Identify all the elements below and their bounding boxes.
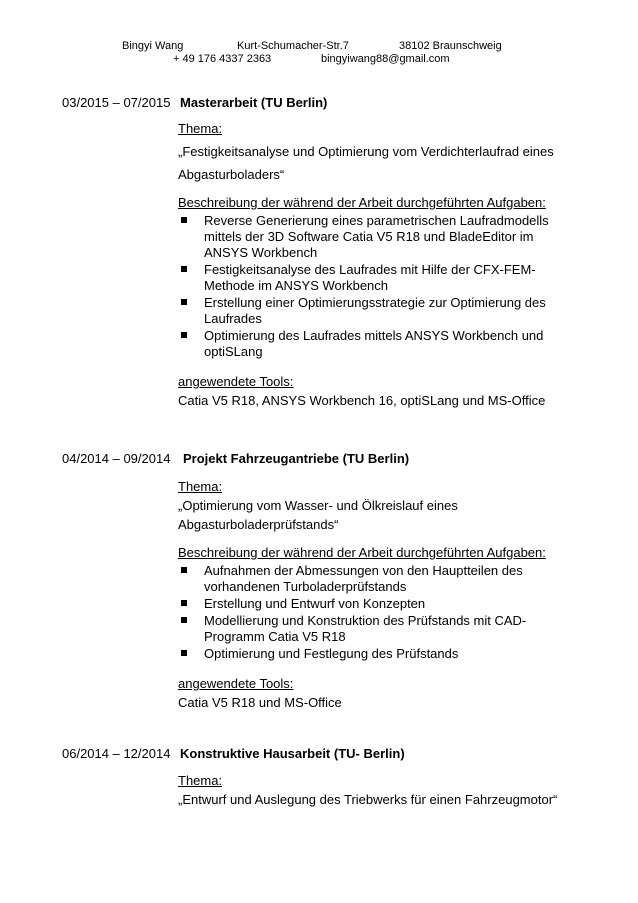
contact-city: 38102 Braunschweig — [399, 40, 502, 52]
thema-label: Thema: — [178, 121, 223, 136]
description-label: Beschreibung der während der Arbeit durchgeführten Aufgaben: — [178, 545, 546, 560]
list-item: Optimierung und Festlegung des Prüfstands — [178, 646, 578, 662]
thema-line: Abgasturboladers“ — [178, 167, 285, 182]
entry-body — [178, 771, 598, 809]
list-item: Optimierung des Laufrades mittels ANSYS Workbench und optiSLang — [178, 328, 578, 360]
description-label: Beschreibung der während der Arbeit durchgeführten Aufgaben: — [178, 195, 546, 210]
thema-line: „Optimierung vom Wasser- und Ölkreislauf eines — [178, 498, 458, 513]
contact-street: Kurt-Schumacher-Str.7 — [237, 40, 349, 52]
task-list — [178, 213, 578, 360]
entry-title: Konstruktive Hausarbeit (TU- Berlin) — [180, 746, 405, 761]
list-item: Erstellung einer Optimierungsstrategie zur Optimierung des Laufrades — [178, 295, 578, 327]
entry-date: 06/2014 – 12/2014 — [62, 746, 171, 761]
entry-title: Masterarbeit (TU Berlin) — [180, 95, 328, 110]
entry-date: 04/2014 – 09/2014 — [62, 451, 171, 466]
contact-email: bingyiwang88@gmail.com — [321, 53, 450, 65]
entry-body — [178, 477, 578, 712]
thema-line: „Festigkeitsanalyse und Optimierung vom Verdichterlaufrad eines — [178, 144, 554, 159]
contact-name: Bingyi Wang — [122, 40, 184, 52]
entry-title: Projekt Fahrzeugantriebe (TU Berlin) — [183, 451, 410, 466]
thema-label: Thema: — [178, 479, 223, 494]
tools-value: Catia V5 R18, ANSYS Workbench 16, optiSLang und MS-Office — [178, 393, 546, 408]
thema-label: Thema: — [178, 773, 223, 788]
entry-body — [178, 119, 578, 410]
list-item: Aufnahmen der Abmessungen von den Hauptteilen des vorhandenen Turboladerprüfstands — [178, 563, 578, 595]
list-item: Erstellung und Entwurf von Konzepten — [178, 596, 578, 612]
list-item: Modellierung und Konstruktion des Prüfstands mit CAD-Programm Catia V5 R18 — [178, 613, 578, 645]
contact-phone: + 49 176 4337 2363 — [173, 53, 272, 65]
tools-label: angewendete Tools: — [178, 374, 294, 389]
thema-line: „Entwurf und Auslegung des Triebwerks für einen Fahrzeugmotor“ — [178, 792, 558, 807]
tools-value: Catia V5 R18 und MS-Office — [178, 695, 342, 710]
tools-label: angewendete Tools: — [178, 676, 294, 691]
thema-line: Abgasturboladerprüfstands“ — [178, 517, 339, 532]
entry-date: 03/2015 – 07/2015 — [62, 95, 171, 110]
task-list — [178, 563, 578, 662]
list-item: Festigkeitsanalyse des Laufrades mit Hilfe der CFX-FEM-Methode im ANSYS Workbench — [178, 262, 578, 294]
list-item: Reverse Generierung eines parametrischen Laufradmodells mittels der 3D Software Catia V5 R18 und BladeEditor im ANSYS Workbench — [178, 213, 578, 261]
